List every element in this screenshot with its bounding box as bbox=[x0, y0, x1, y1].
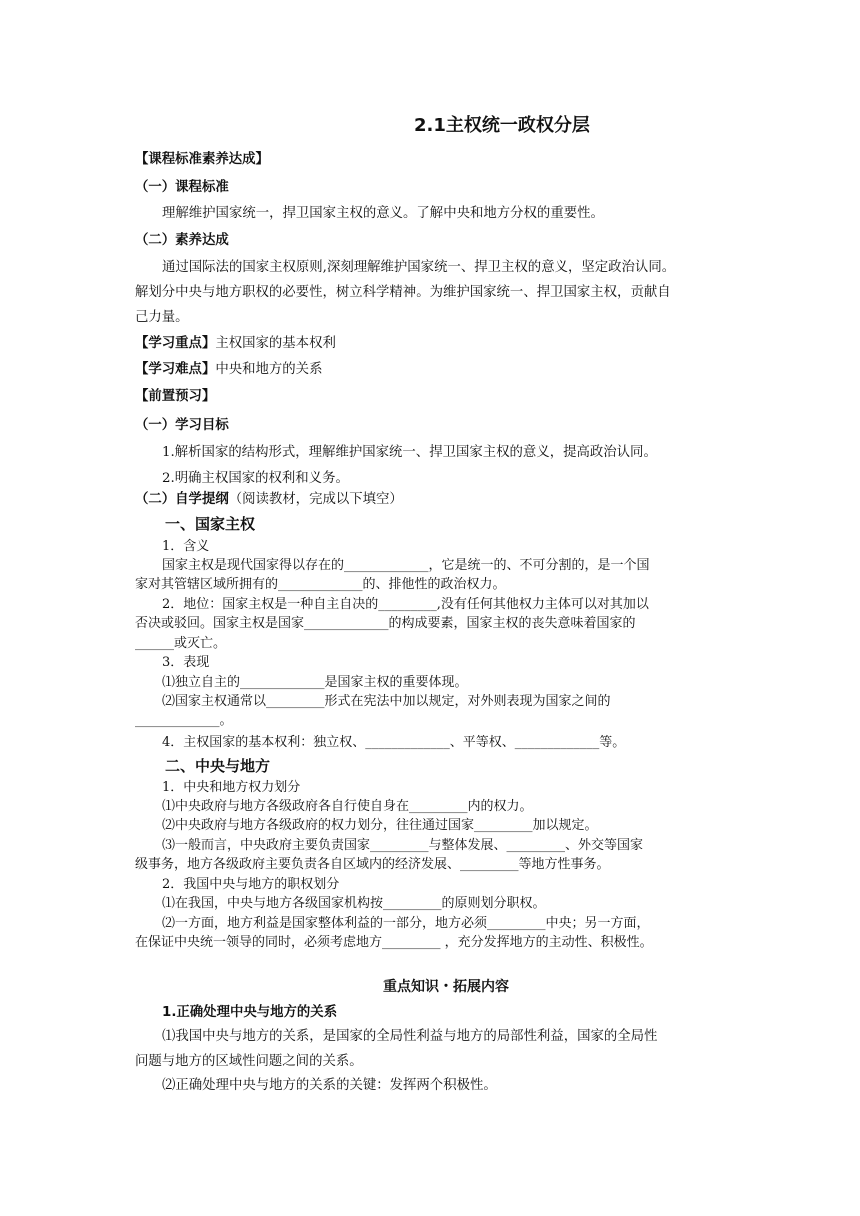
china-division-2a: ⑵一方面，地方利益是国家整体利益的一部分，地方必须_________中央；另一方面， bbox=[162, 916, 650, 931]
power-division-1: ⑴中央政府与地方各级政府各自行使自身在_________内的权力。 bbox=[162, 799, 533, 814]
key-point-label: 【学习重点】 bbox=[135, 336, 216, 351]
china-division-2b: 在保证中央统一领导的同时，必须考虑地方_________ ，充分发挥地方的主动性、积极性。 bbox=[135, 935, 653, 950]
difficulty-text: 中央和地方的关系 bbox=[215, 362, 323, 377]
china-division-1: ⑴在我国，中央与地方各级国家机构按_________的原则划分职权。 bbox=[162, 896, 546, 911]
extension-1-line-c: ⑵正确处理中央与地方的关系的关键：发挥两个积极性。 bbox=[162, 1078, 497, 1093]
page-title: 2.1主权统一政权分层 bbox=[414, 115, 590, 136]
extension-1-line-b: 问题与地方的区域性问题之间的关系。 bbox=[135, 1054, 363, 1069]
key-point-row bbox=[135, 335, 336, 353]
manifestation-3: _____________。 bbox=[135, 713, 233, 728]
difficulty-label: 【学习难点】 bbox=[135, 362, 216, 377]
extension-item-1: 1.正确处理中央与地方的关系 bbox=[162, 1005, 338, 1020]
difficulty-row bbox=[135, 361, 322, 379]
manifestation-2: ⑵国家主权通常以_________形式在宪法中加以规定，对外则表现为国家之间的 bbox=[162, 694, 611, 709]
extension-1-line-a: ⑴我国中央与地方的关系，是国家的全局性利益与地方的局部性利益，国家的全局性 bbox=[162, 1029, 658, 1044]
subheading-course-standard: （一）课程标准 bbox=[135, 180, 229, 195]
item-meaning: 1．含义 bbox=[162, 539, 210, 554]
power-division-2: ⑵中央政府与地方各级政府的权力划分，往往通过国家_________加以规定。 bbox=[162, 818, 598, 833]
power-division-3b: 级事务，地方各级政府主要负责各自区域内的经济发展、_________等地方性事务。 bbox=[135, 857, 610, 872]
goal-2: 2.明确主权国家的权利和义务。 bbox=[162, 471, 349, 486]
meaning-line-2: 家对其管辖区域所拥有的_____________的、排他性的政治权力。 bbox=[135, 577, 506, 592]
literacy-line-2: 解划分中央与地方职权的必要性，树立科学精神。为维护国家统一、捍卫国家主权，贡献自 bbox=[135, 285, 671, 300]
literacy-line-1: 通过国际法的国家主权原则,深刻理解维护国家统一、捍卫主权的意义，坚定政治认同。 bbox=[162, 260, 676, 275]
item-power-division: 1．中央和地方权力划分 bbox=[162, 780, 301, 795]
heading-central-local: 二、中央与地方 bbox=[165, 757, 271, 775]
standard-text: 理解维护国家统一，捍卫国家主权的意义。了解中央和地方分权的重要性。 bbox=[162, 206, 604, 221]
subheading-goals: （一）学习目标 bbox=[135, 418, 229, 433]
key-point-text: 主权国家的基本权利 bbox=[215, 336, 336, 351]
subheading-literacy: （二）素养达成 bbox=[135, 233, 229, 248]
meaning-line-1: 国家主权是现代国家得以存在的_____________，它是统一的、不可分割的，是一个国 bbox=[162, 558, 650, 573]
status-line-2: 否决或驳回。国家主权是国家_____________的构成要素，国家主权的丧失意味着国家的 bbox=[135, 616, 636, 631]
self-study-note: （阅读教材，完成以下填空） bbox=[228, 492, 403, 507]
literacy-line-3: 己力量。 bbox=[135, 310, 189, 325]
extension-title: 重点知识・拓展内容 bbox=[383, 979, 509, 995]
status-line-1: 2．地位：国家主权是一种自主自决的_________,没有任何其他权力主体可以对其加以 bbox=[162, 597, 649, 612]
item-china-division: 2．我国中央与地方的职权划分 bbox=[162, 877, 340, 892]
manifestation-1: ⑴独立自主的_____________是国家主权的重要体现。 bbox=[162, 675, 468, 690]
power-division-3a: ⑶一般而言，中央政府主要负责国家_________与整体发展、_________、外交等国家 bbox=[162, 838, 644, 853]
self-study-row bbox=[135, 491, 403, 509]
section-heading-standards: 【课程标准素养达成】 bbox=[135, 152, 269, 167]
heading-sovereignty: 一、国家主权 bbox=[165, 515, 256, 533]
self-study-label: （二）自学提纲 bbox=[135, 492, 229, 507]
goal-1: 1.解析国家的结构形式，理解维护国家统一、捍卫国家主权的意义，提高政治认同。 bbox=[162, 445, 657, 460]
item-manifestation: 3．表现 bbox=[162, 655, 210, 670]
section-heading-preview: 【前置预习】 bbox=[135, 389, 216, 404]
status-line-3: ______或灭亡。 bbox=[135, 636, 227, 651]
basic-rights: 4．主权国家的基本权利：独立权、_____________、平等权、_____________等。 bbox=[162, 735, 626, 750]
